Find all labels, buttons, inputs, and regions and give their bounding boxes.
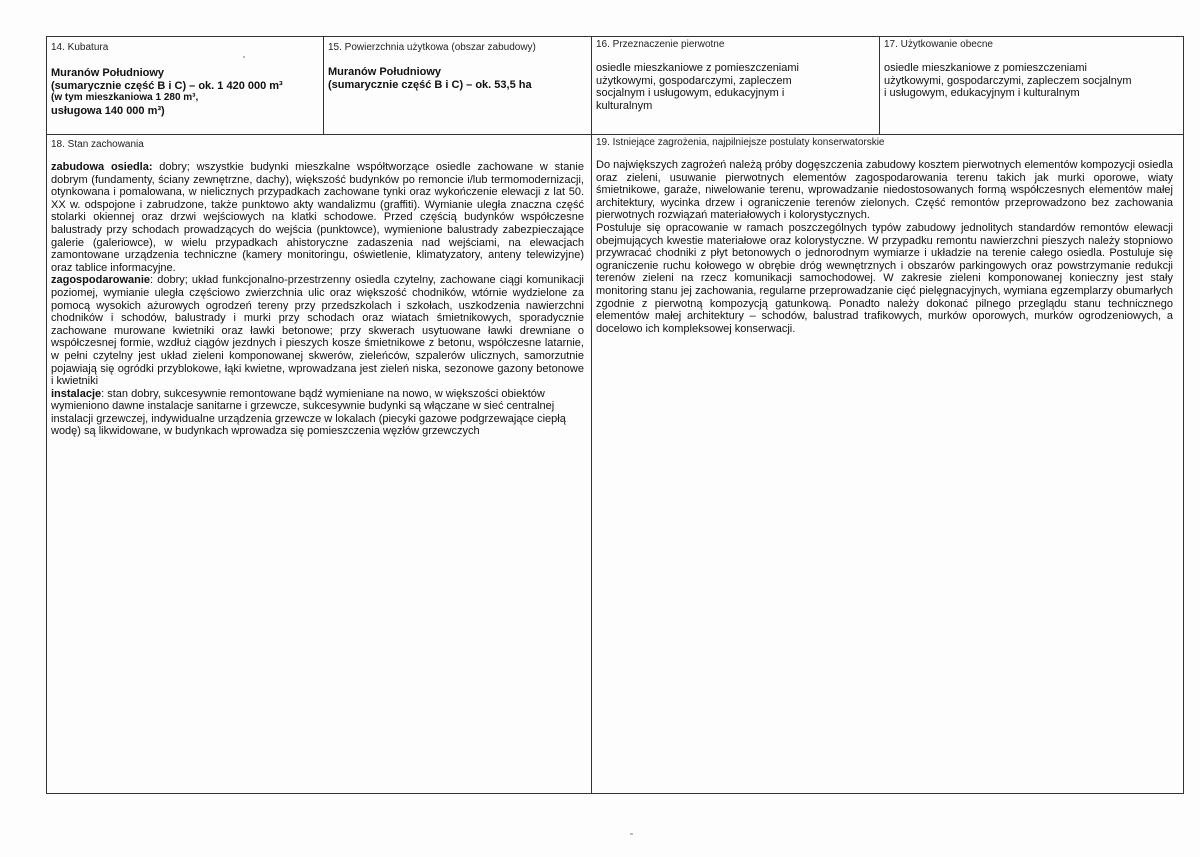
keyword: instalacje: [51, 387, 102, 400]
value-line: (w tym mieszkaniowa 1 280 m³,: [51, 92, 199, 103]
record-table: [46, 36, 1184, 794]
scan-speck: [630, 833, 633, 835]
keyword: zagospodarowanie: [51, 274, 151, 287]
field-value: osiedle mieszkaniowe z pomieszczeniami użytkowymi, gospodarczymi, zapleczem socjalnym i usługowym, edukacyjnym i kulturalnym: [884, 62, 1132, 100]
keyword: zabudowa osiedla:: [51, 161, 153, 173]
cell-przeznaczenie: [592, 37, 879, 134]
value-line: usługowa 140 000 m³): [51, 104, 165, 117]
value-line: Muranów Południowy: [51, 67, 165, 79]
cell-stan-zachowania: [47, 135, 591, 794]
cell-uzytkowanie: [880, 37, 1183, 134]
field-header: 17. Użytkowanie obecne: [884, 39, 993, 50]
value-line: (sumarycznie część B i C) – ok. 53,5 ha: [328, 78, 532, 91]
cell-kubatura: [47, 37, 323, 134]
field-header: 14. Kubatura: [51, 42, 109, 53]
field-header: 19. Istniejące zagrożenia, najpilniejsze postulaty konserwatorskie: [596, 137, 885, 148]
cell-zagrozenia: [592, 135, 1183, 794]
field-header: 18. Stan zachowania: [51, 139, 144, 150]
value-line: Muranów Południowy: [328, 66, 442, 78]
paragraph-zagrozenia: Do największych zagrożeń należą próby dogęszczenia zabudowy kosztem pierwotnych elementów kompozycji osiedla oraz zieleni, usuwanie pierwotnych elementów zagospodarowania terenu takich jak murki oporowe, wiaty śmietnikowe, garaże, niwelowanie terenu, wprowadzanie niedostosowanych formą współczesnych elementów małej architektury, wycinka drzew i ograniczenie terenów zielonych. Część remontów przeprowadzono bez zachowania pierwotnych rozwiązań materiałowych i kolorystycznych.: [596, 159, 1173, 222]
paragraph-instalacje: instalacje: stan dobry, sukcesywnie remontowane bądź wymieniane na nowo, w większości obiektów wymieniono dawne instalacje sanitarne i grzewcze, sukcesywnie budynki są włączane w sieć centralnej instalacji grzewczej, indywidualne urządzenia grzewcze w lokalach (piecyki gazowe podgrzewające ciepłą wodę) są likwidowane, w budynkach wprowadza się pomieszczenia węzłów grzewczych: [51, 387, 566, 438]
paragraph-postulaty: Postuluje się opracowanie w ramach poszczególnych typów zabudowy jednolitych standardów remontów elewacji obejmujących kwestie materiałowe oraz kolorystyczne. W przypadku remontu nawierzchni pieszych należy stopniowo przywracać chodniki z płyt betonowych o jednorodnym wymiarze i układzie na terenie całego osiedla. Postuluje się ograniczenie ruchu kołowego w obrębie dróg wewnętrznych i obszarów parkingowych oraz powstrzymanie redukcji terenów zieleni na rzecz komunikacji samochodowej. W zakresie zieleni komponowanej konieczny jest stały monitoring stanu jej zachowania, regularne przeprowadzanie cięć pielęgnacyjnych, wymiana egzemplarzy obumarłych zgodnie z pierwotną kompozycją gatunkową. Ponadto należy dokonać pilnego przeglądu stanu technicznego elementów małej architektury – schodów, balustrad trafikowych, murków oporowych, murków ogrodzeniowych, a docelowo ich kompleksowej konserwacji.: [596, 221, 1173, 335]
field-header: 16. Przeznaczenie pierwotne: [596, 39, 725, 50]
field-value: osiedle mieszkaniowe z pomieszczeniami użytkowymi, gospodarczymi, zapleczem socjalnym i usługowym, edukacyjnym i kulturalnym: [596, 62, 799, 112]
value-line: (sumarycznie część B i C) – ok. 1 420 000 m³: [51, 79, 283, 92]
paragraph-zabudowa: zabudowa osiedla: dobry; wszystkie budynki mieszkalne współtworzące osiedle zachowane w stanie dobrym (fundamenty, ściany zewnętrzne, dachy), większość budynków po remoncie i/lub termomodernizacji, otynkowana i pomalowana, w nielicznych przypadkach zachowane tynki oraz wykończenie elewacji z lat 50. XX w. odspojone i zabrudzone, także punktowo akty wandalizmu (graffiti). Wymianie uległa znaczna część stolarki okiennej oraz drzwi wejściowych na klatki schodowe. Przed częścią budynków współczesne balustrady przy schodach prowadzących do wejścia (punktowce), wymienione balustrady zabezpieczające galerie (galeriowce), w wielu przypadkach ahistoryczne zadaszenia nad wejściami, na elewacjach zamontowane urządzenia techniczne (kamery monitoringu, oświetlenie, klimatyzatory, anteny telewizyjne) oraz tablice informacyjne.: [51, 161, 584, 274]
field-header: 15. Powierzchnia użytkowa (obszar zabudowy): [328, 42, 536, 53]
paragraph-zagospodarowanie: zagospodarowanie: dobry; układ funkcjonalno-przestrzenny osiedla czytelny, zachowane ciągi komunikacji poziomej, wymianie uległa częściowo zwierzchnia ulic oraz większość chodników, wtórnie wydzielone za pomocą wysokich ażurowych ogrodzeń tereny przy przedszkolach i szkołach, uszkodzenia nawierzchni chodników i schodów, balustrady i murki przy schodach oraz wiatach śmietnikowych, sporadycznie zachowane murowane kwietniki oraz ławki betonowe; przy skwerach usytuowane ławki drewniane o współczesnej formie, wzdłuż ciągów jezdnych i pieszych kosze śmietnikowe z betonu, współczesne latarnie, w pełni czytelny jest układ zieleni komponowanej skwerów, zieleńców, szpalerów ulicznych, samorzutnie pojawiają się ogródki przyblokowe, łąki kwietne, wprowadzana jest zieleń niska, sezonowe gazony betonowe i kwietniki: [51, 274, 584, 388]
cell-powierzchnia: [324, 37, 591, 134]
